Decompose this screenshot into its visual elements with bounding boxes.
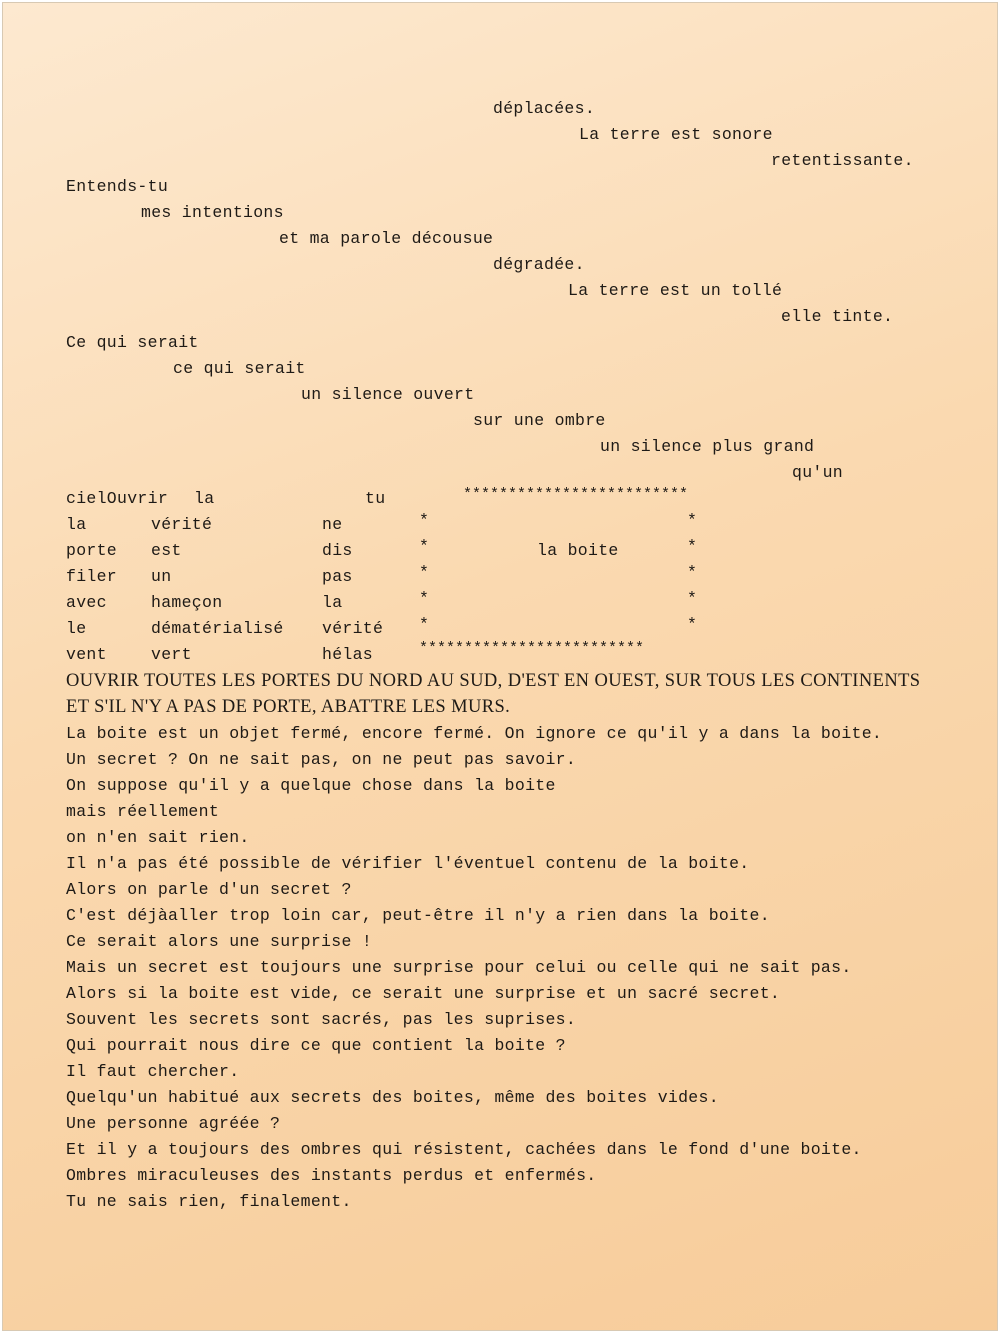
prose-line: mais réellement (66, 802, 220, 821)
poem-line: et ma parole décousue (279, 229, 494, 248)
column-word: hameçon (151, 593, 223, 612)
prose-line: Souvent les secrets sont sacrés, pas les suprises. (66, 1010, 577, 1029)
prose-line: Alors si la boite est vide, ce serait une surprise et un sacré secret. (66, 984, 781, 1003)
column-word: le (66, 619, 87, 638)
poem-line: sur une ombre (473, 411, 606, 430)
prose-line: Qui pourrait nous dire ce que contient la boite ? (66, 1036, 566, 1055)
column-word: porte (66, 541, 118, 560)
column-word: vent (66, 645, 107, 664)
column-word: vert (151, 645, 192, 664)
column-word: pas (322, 567, 353, 586)
column-word: la (66, 515, 87, 534)
box-top-border: ************************* (463, 486, 689, 503)
poem-line: qu'un (792, 463, 844, 482)
prose-line: C'est déjàaller trop loin car, peut-être il n'y a rien dans la boite. (66, 906, 770, 925)
box-star-left: * (419, 589, 430, 608)
poem-line: La terre est un tollé (568, 281, 783, 300)
column-word: la (194, 489, 215, 508)
column-word: cielOuvrir (66, 489, 169, 508)
poem-line: Ce qui serait (66, 333, 199, 352)
column-word: vérité (151, 515, 213, 534)
column-word: ne (322, 515, 343, 534)
column-word: est (151, 541, 182, 560)
prose-line: on n'en sait rien. (66, 828, 250, 847)
column-word: la (322, 593, 343, 612)
poem-line: un silence ouvert (301, 385, 475, 404)
box-star-right: * (687, 537, 698, 556)
prose-line: Il n'a pas été possible de vérifier l'éventuel contenu de la boite. (66, 854, 750, 873)
poem-line: retentissante. (771, 151, 914, 170)
prose-line: Alors on parle d'un secret ? (66, 880, 352, 899)
prose-line: Il faut chercher. (66, 1062, 240, 1081)
box-star-right: * (687, 563, 698, 582)
box-star-left: * (419, 537, 430, 556)
prose-line: Ce serait alors une surprise ! (66, 932, 373, 951)
prose-line: Une personne agréée ? (66, 1114, 281, 1133)
box-star-left: * (419, 511, 430, 530)
column-word: vérité (322, 619, 384, 638)
poem-line: elle tinte. (781, 307, 894, 326)
column-word: un (151, 567, 172, 586)
poem-line: ce qui serait (173, 359, 306, 378)
column-word: avec (66, 593, 107, 612)
prose-line: Un secret ? On ne sait pas, on ne peut pas savoir. (66, 750, 577, 769)
column-word: dis (322, 541, 353, 560)
box-star-right: * (687, 615, 698, 634)
prose-line: Quelqu'un habitué aux secrets des boites, même des boites vides. (66, 1088, 719, 1107)
prose-line: On suppose qu'il y a quelque chose dans la boite (66, 776, 556, 795)
typewritten-page (2, 2, 998, 1331)
caps-line: OUVRIR TOUTES LES PORTES DU NORD AU SUD, D'EST EN OUEST, SUR TOUS LES CONTINENTS (66, 671, 921, 691)
prose-line: Tu ne sais rien, finalement. (66, 1192, 352, 1211)
box-star-right: * (687, 589, 698, 608)
prose-line: Et il y a toujours des ombres qui résistent, cachées dans le fond d'une boite. (66, 1140, 862, 1159)
poem-line: mes intentions (141, 203, 284, 222)
box-star-left: * (419, 615, 430, 634)
prose-line: La boite est un objet fermé, encore fermé. On ignore ce qu'il y a dans la boite. (66, 724, 883, 743)
column-word: filer (66, 567, 118, 586)
box-star-right: * (687, 511, 698, 530)
column-word: tu (365, 489, 386, 508)
column-word: dématérialisé (151, 619, 284, 638)
column-word: hélas (322, 645, 374, 664)
poem-line: dégradée. (493, 255, 585, 274)
box-label: la boite (537, 541, 619, 560)
poem-line: un silence plus grand (600, 437, 815, 456)
prose-line: Ombres miraculeuses des instants perdus et enfermés. (66, 1166, 597, 1185)
prose-line: Mais un secret est toujours une surprise pour celui ou celle qui ne sait pas. (66, 958, 852, 977)
poem-line: Entends-tu (66, 177, 169, 196)
box-bottom-border: ************************* (419, 640, 645, 657)
poem-line: La terre est sonore (579, 125, 773, 144)
caps-line: ET S'IL N'Y A PAS DE PORTE, ABATTRE LES MURS. (66, 697, 511, 717)
poem-line: déplacées. (493, 99, 596, 118)
box-star-left: * (419, 563, 430, 582)
